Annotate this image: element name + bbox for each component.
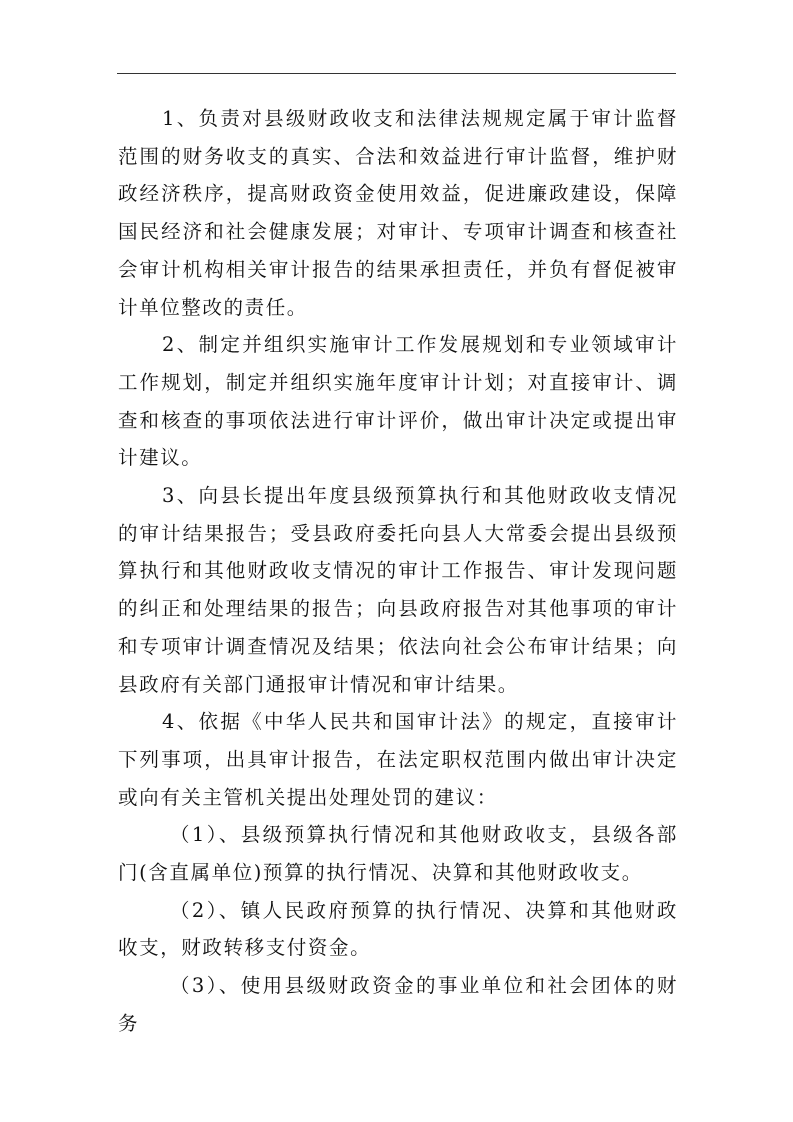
paragraph-1: 1、负责对县级财政收支和法律法规规定属于审计监督范围的财务收支的真实、合法和效益进行审计监督，维护财政经济秩序，提高财政资金使用效益，促进廉政建设，保障国民经济和社会健康发展；对审计、专项审计调查和核查社会审计机构相关审计报告的结果承担责任，并负有督促被审计单位整改的责任。 — [118, 107, 678, 319]
document-body — [118, 100, 678, 1043]
header-rule — [117, 73, 676, 74]
paragraph-4: 4、依据《中华人民共和国审计法》的规定，直接审计下列事项，出具审计报告，在法定职权范围内做出审计决定或向有关主管机关提出处理处罚的建议： — [118, 710, 678, 809]
sub-item-1: （1）、县级预算执行情况和其他财政收支，县级各部门(含直属单位)预算的执行情况、决算和其他财政收支。 — [118, 823, 678, 885]
sub-item-3: （3）、使用县级财政资金的事业单位和社会团体的财务 — [118, 974, 678, 1035]
sub-item-2: （2）、镇人民政府预算的执行情况、决算和其他财政收支，财政转移支付资金。 — [118, 898, 678, 960]
paragraph-2: 2、制定并组织实施审计工作发展规划和专业领域审计工作规划，制定并组织实施年度审计计划；对直接审计、调查和核查的事项依法进行审计评价，做出审计决定或提出审计建议。 — [118, 333, 678, 470]
paragraph-3: 3、向县长提出年度县级预算执行和其他财政收支情况的审计结果报告；受县政府委托向县人大常委会提出县级预算执行和其他财政收支情况的审计工作报告、审计发现问题的纠正和处理结果的报告；向县政府报告对其他事项的审计和专项审计调查情况及结果；依法向社会公布审计结果；向县政府有关部门通报审计情况和审计结果。 — [118, 484, 678, 696]
